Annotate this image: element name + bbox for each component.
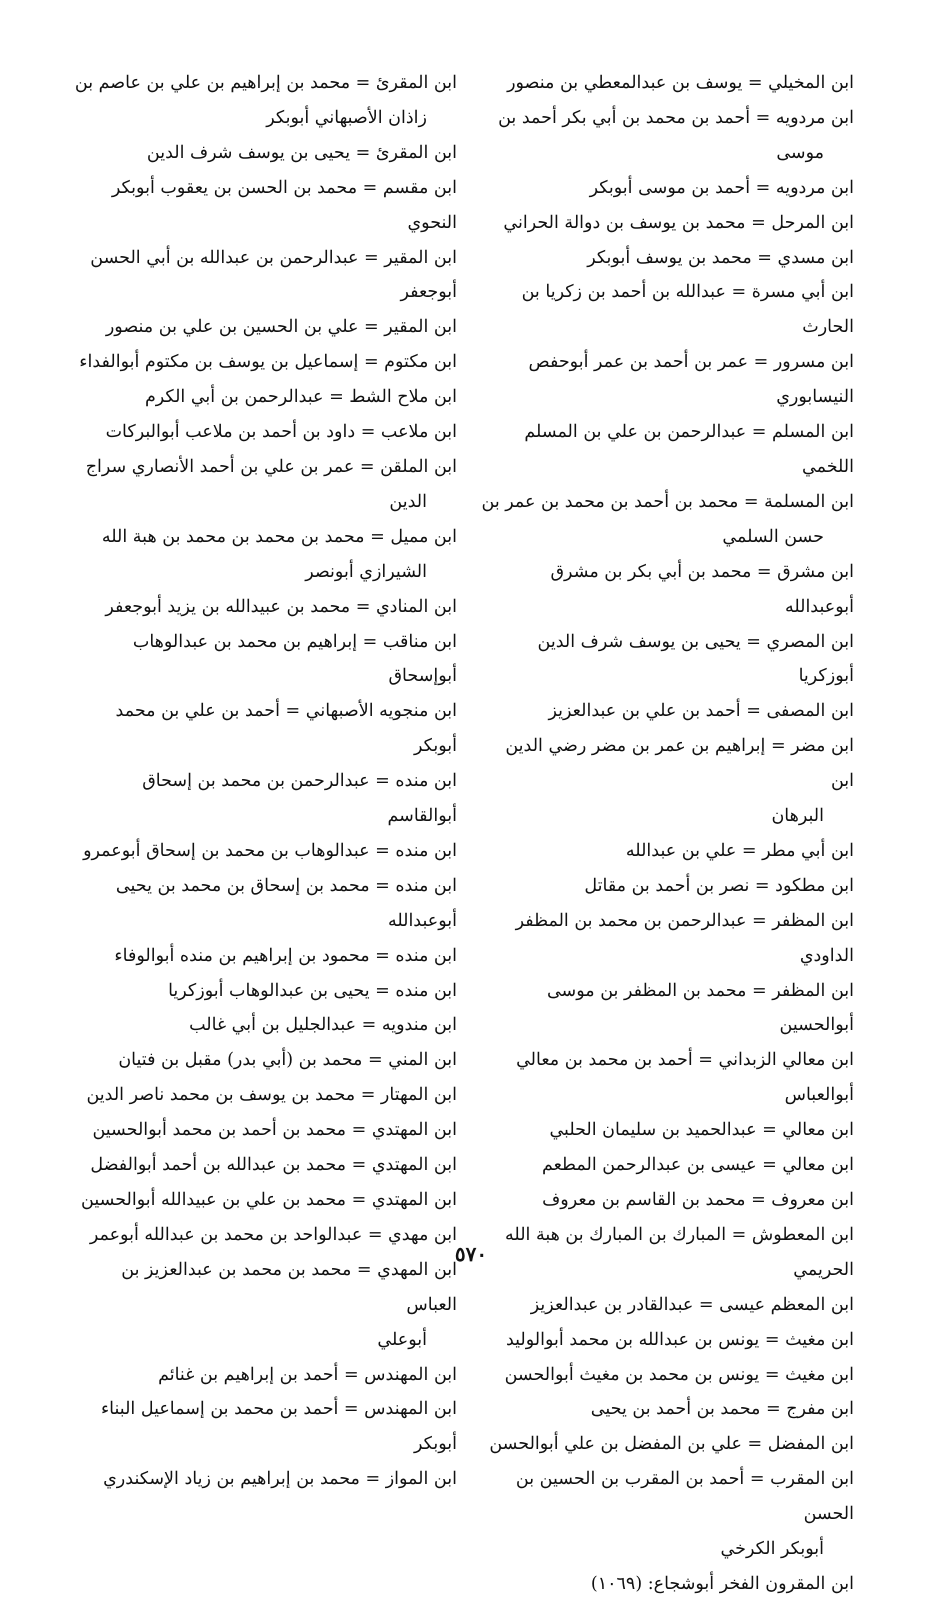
entry-line: ابن منده = عبدالوهاب بن محمد بن إسحاق أبوعمرو — [83, 840, 457, 861]
index-entry — [478, 1462, 854, 1567]
entry-line: ابن مميل = محمد بن محمد بن محمد بن هبة الله — [101, 526, 457, 547]
index-entry — [72, 380, 457, 415]
index-entry — [72, 764, 457, 834]
entry-line: ابن المسلمة = محمد بن أحمد بن محمد بن عمر بن — [481, 491, 854, 512]
entry-line: ابن المقير = عبدالرحمن بن عبدالله بن أبي الحسن أبوجعفر — [90, 247, 457, 303]
entry-line: ابن المواز = محمد بن إبراهيم بن زياد الإسكندري — [103, 1469, 457, 1490]
entry-line: ابن معروف = محمد بن القاسم بن معروف — [542, 1190, 854, 1210]
entry-line: ابن المقرون الفخر أبوشجاع: (١٠٦٩) — [590, 1573, 854, 1594]
entry-continuation: حسن السلمي — [722, 526, 824, 547]
index-entry — [478, 1567, 854, 1602]
index-entry — [72, 1008, 457, 1043]
entry-line: ابن مردويه = أحمد بن محمد بن أبي بكر أحمد بن — [498, 107, 854, 128]
entry-line: ابن منده = محمد بن إسحاق بن محمد بن يحيى أبوعبدالله — [115, 875, 457, 931]
index-entry — [478, 1043, 854, 1113]
entry-line: ابن المهدي = محمد بن محمد بن عبدالعزيز بن العباس — [121, 1259, 457, 1315]
entry-line: ابن مكتوم = إسماعيل بن يوسف بن مكتوم أبوالفداء — [79, 352, 457, 373]
entry-line: ابن مهدي = عبدالواحد بن محمد بن عبدالله أبوعمر — [89, 1224, 457, 1245]
entry-continuation: موسى — [776, 142, 824, 163]
index-entry — [72, 136, 457, 171]
index-entry — [72, 625, 457, 695]
index-entry — [478, 101, 854, 171]
index-entry — [72, 66, 457, 136]
index-entry — [72, 520, 457, 590]
entry-line: ابن المنادي = محمد بن عبيدالله بن يزيد أبوجعفر — [105, 596, 457, 617]
index-entry — [72, 1183, 457, 1218]
index-entry — [72, 1358, 457, 1393]
index-entry — [72, 590, 457, 625]
entry-line: ابن مردويه = أحمد بن موسى أبوبكر — [589, 177, 854, 198]
index-entry — [478, 171, 854, 206]
index-entry — [478, 1392, 854, 1427]
index-entry — [478, 1323, 854, 1358]
index-entry — [72, 939, 457, 974]
index-entry — [72, 1392, 457, 1462]
entry-line: ابن معالي = عيسى بن عبدالرحمن المطعم — [541, 1155, 854, 1176]
entry-line: ابن المقرئ = يحيى بن يوسف شرف الدين — [146, 142, 457, 163]
entry-line: ابن مطكود = نصر بن أحمد بن مقاتل — [584, 875, 854, 896]
index-entry — [478, 485, 854, 555]
index-column-left — [72, 66, 457, 1497]
entry-line: ابن منده = محمود بن إبراهيم بن منده أبوالوفاء — [114, 945, 457, 966]
index-entry — [72, 241, 457, 311]
index-entry — [72, 694, 457, 764]
index-entry — [478, 275, 854, 345]
entry-line: ابن المهتدي = محمد بن عبدالله بن أحمد أبوالفضل — [90, 1155, 457, 1176]
index-entry — [72, 1462, 457, 1497]
entry-line: ابن الملقن = عمر بن علي بن أحمد الأنصاري سراج — [85, 456, 457, 477]
index-entry — [72, 415, 457, 450]
entry-line: ابن المفضل = علي بن المفضل بن علي أبوالحسن — [489, 1434, 854, 1455]
entry-line: ابن ملاح الشط = عبدالرحمن بن أبي الكرم — [144, 387, 457, 408]
entry-line: ابن المهتار = محمد بن يوسف بن محمد ناصر الدين — [86, 1085, 457, 1106]
entry-line: ابن مغيث = يونس بن عبدالله بن محمد أبوالوليد — [505, 1329, 854, 1350]
entry-line: ابن المسلم = عبدالرحمن بن علي بن المسلم اللخمي — [524, 422, 854, 477]
index-entry — [72, 1148, 457, 1183]
index-entry — [72, 450, 457, 520]
index-entry — [478, 206, 854, 241]
index-entry — [72, 974, 457, 1009]
index-entry — [72, 310, 457, 345]
index-entry — [72, 1253, 457, 1358]
index-entry — [72, 1078, 457, 1113]
index-entry — [478, 345, 854, 415]
index-entry — [478, 834, 854, 869]
index-entry — [72, 834, 457, 869]
index-entry — [478, 1288, 854, 1323]
entry-line: ابن المقرب = أحمد بن المقرب بن الحسين بن الحسن — [515, 1469, 854, 1525]
entry-line: ابن المهندس = أحمد بن إبراهيم بن غنائم — [158, 1364, 457, 1385]
index-entry — [478, 241, 854, 276]
entry-line: ابن مضر = إبراهيم بن عمر بن مضر رضي الدين ابن — [505, 736, 854, 792]
index-entry — [478, 974, 854, 1044]
entry-continuation: البرهان — [771, 806, 824, 827]
index-entry — [72, 171, 457, 241]
entry-line: ابن المرحل = محمد بن يوسف بن دوالة الحراني — [503, 212, 854, 233]
entry-line: ابن منده = عبدالرحمن بن محمد بن إسحاق أبوالقاسم — [142, 771, 457, 827]
entry-line: ابن مندويه = عبدالجليل بن أبي غالب — [189, 1015, 457, 1036]
index-entry — [478, 869, 854, 904]
entry-line: ابن المهندس = أحمد بن محمد بن إسماعيل البناء أبوبكر — [100, 1399, 457, 1455]
entry-line: ابن مناقب = إبراهيم بن محمد بن عبدالوهاب أبوإسحاق — [132, 631, 457, 687]
page-number: ٥٧٠ — [454, 1242, 488, 1266]
index-entry — [478, 415, 854, 485]
entry-line: ابن المقرئ = محمد بن إبراهيم بن علي بن عاصم بن — [74, 73, 457, 93]
entry-line: ابن أبي مطر = علي بن عبدالله — [625, 840, 854, 861]
entry-continuation: أبوبكر الكرخي — [720, 1539, 824, 1560]
entry-continuation: الدين — [389, 491, 427, 512]
entry-line: ابن ملاعب = داود بن أحمد بن ملاعب أبوالبركات — [105, 422, 457, 443]
entry-line: ابن المني = محمد بن (أبي بدر) مقبل بن فتيان — [118, 1050, 457, 1071]
index-entry — [478, 66, 854, 101]
entry-line: ابن مسدي = محمد بن يوسف أبوبكر — [587, 247, 854, 268]
entry-line: ابن مسرور = عمر بن أحمد بن عمر أبوحفص النيسابوري — [528, 352, 854, 408]
entry-line: ابن مشرق = محمد بن أبي بكر بن مشرق أبوعبدالله — [550, 561, 854, 617]
index-entry — [72, 1113, 457, 1148]
index-entry — [478, 729, 854, 834]
entry-line: ابن مغيث = يونس بن محمد بن مغيث أبوالحسن — [504, 1364, 854, 1385]
entry-line: ابن معالي الزبداني = أحمد بن محمد بن معالي أبوالعباس — [516, 1050, 854, 1106]
index-column-right — [478, 66, 854, 1602]
index-entry — [478, 1427, 854, 1462]
index-entry — [478, 694, 854, 729]
entry-line: ابن المقير = علي بن الحسين بن علي بن منصور — [105, 317, 457, 338]
entry-line: ابن المظفر = محمد بن المظفر بن موسى أبوالحسين — [546, 980, 854, 1036]
entry-line: ابن معالي = عبدالحميد بن سليمان الحلبي — [549, 1120, 854, 1141]
index-entry — [478, 904, 854, 974]
entry-line: ابن المهتدي = محمد بن علي بن عبيدالله أبوالحسين — [81, 1190, 457, 1210]
entry-line: ابن منجويه الأصبهاني = أحمد بن علي بن محمد أبوبكر — [115, 701, 457, 757]
index-entry — [478, 1113, 854, 1148]
index-entry — [478, 1358, 854, 1393]
entry-line: ابن مقسم = محمد بن الحسن بن يعقوب أبوبكر النحوي — [111, 177, 457, 233]
index-entry — [478, 555, 854, 625]
entry-line: ابن المهتدي = محمد بن أحمد بن محمد أبوالحسين — [92, 1120, 457, 1141]
entry-line: ابن مفرج = محمد بن أحمد بن يحيى — [590, 1399, 854, 1420]
index-entry — [478, 1183, 854, 1218]
index-entry — [72, 345, 457, 380]
index-entry — [72, 1043, 457, 1078]
entry-line: ابن منده = يحيى بن عبدالوهاب أبوزكريا — [168, 980, 457, 1001]
entry-line: ابن المظفر = عبدالرحمن بن محمد بن المظفر الداودي — [515, 910, 854, 966]
index-entry — [478, 1148, 854, 1183]
entry-continuation: زاذان الأصبهاني أبوبكر — [266, 107, 427, 128]
entry-line: ابن المصري = يحيى بن يوسف شرف الدين أبوزكريا — [537, 631, 854, 687]
entry-line: ابن المعظم عيسى = عبدالقادر بن عبدالعزيز — [530, 1294, 854, 1315]
entry-line: ابن المخيلي = يوسف بن عبدالمعطي بن منصور — [507, 73, 854, 93]
entry-continuation: الشيرازي أبونصر — [305, 561, 427, 582]
entry-line: ابن المعطوش = المبارك بن المبارك بن هبة الله الحريمي — [505, 1224, 854, 1280]
entry-line: ابن أبي مسرة = عبدالله بن أحمد بن زكريا بن الحارث — [521, 282, 854, 338]
entry-continuation: أبوعلي — [377, 1329, 427, 1350]
index-entry — [72, 869, 457, 939]
index-entry — [478, 625, 854, 695]
entry-line: ابن المصفى = أحمد بن علي بن عبدالعزيز — [548, 701, 854, 722]
